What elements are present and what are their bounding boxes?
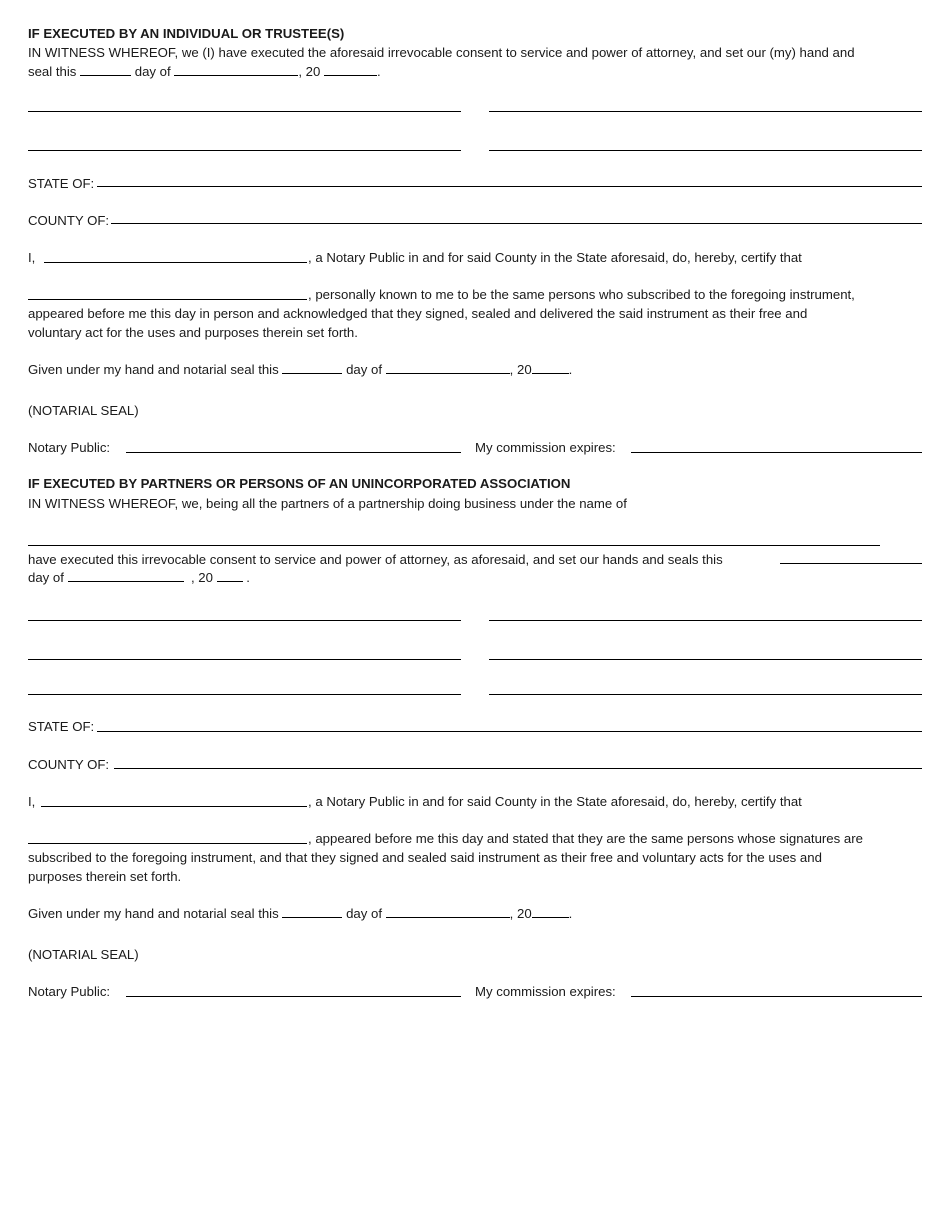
- partner-signature-line-4[interactable]: [489, 659, 922, 660]
- state-field[interactable]: [97, 186, 922, 187]
- partner-signature-line-2[interactable]: [489, 620, 922, 621]
- year-prefix-text: , 20: [298, 64, 321, 79]
- appeared-line2: subscribed to the foregoing instrument, and that they signed and sealed said instrument as their free and voluntary acts for the uses and: [28, 850, 822, 865]
- section2-date-line: [28, 568, 250, 587]
- county-field[interactable]: [111, 223, 922, 224]
- s2-month-blank[interactable]: [68, 569, 184, 582]
- persons-name-field[interactable]: [28, 299, 307, 300]
- s2-day-of-text: day of: [28, 570, 64, 585]
- known-line3: voluntary act for the uses and purposes therein set forth.: [28, 325, 358, 340]
- s2-given-day-of-text: day of: [346, 906, 382, 921]
- notary-i-text: I,: [28, 250, 36, 265]
- section2-witness-line1: IN WITNESS WHEREOF, we, being all the partners of a partnership doing business under the name of: [28, 496, 627, 511]
- notary-certify-text: , a Notary Public in and for said County in the State aforesaid, do, hereby, certify that: [308, 250, 802, 265]
- s2-given-end-period: .: [568, 906, 573, 921]
- witness-day-blank[interactable]: [80, 63, 131, 76]
- given-end-period: .: [568, 362, 573, 377]
- partner-signature-line-1[interactable]: [28, 620, 461, 621]
- s2-year-prefix: , 20: [190, 570, 213, 585]
- given-day-blank[interactable]: [282, 361, 342, 374]
- appeared-line1: , appeared before me this day and stated that they are the same persons whose signatures are: [308, 831, 863, 846]
- executed-line: have executed this irrevocable consent to service and power of attorney, as aforesaid, and set our hands and seals this: [28, 552, 723, 567]
- county-label: COUNTY OF:: [28, 213, 110, 228]
- witness-year-blank[interactable]: [324, 63, 377, 76]
- notary-name-field[interactable]: [44, 262, 307, 263]
- s2-year-blank[interactable]: [217, 569, 243, 582]
- commission-field[interactable]: [631, 452, 922, 453]
- notarial-seal-label: (NOTARIAL SEAL): [28, 403, 139, 418]
- commission-label: My commission expires:: [475, 440, 616, 455]
- witness-month-blank[interactable]: [174, 63, 298, 76]
- s2-commission-field[interactable]: [631, 996, 922, 997]
- s2-year-end: .: [246, 570, 250, 585]
- given-label: Given under my hand and notarial seal this: [28, 362, 279, 377]
- section1-heading: IF EXECUTED BY AN INDIVIDUAL OR TRUSTEE(S): [28, 26, 345, 41]
- partner-signature-line-6[interactable]: [489, 694, 922, 695]
- given-day-of-text: day of: [346, 362, 382, 377]
- s2-notary-public-label: Notary Public:: [28, 984, 111, 999]
- given-month-blank[interactable]: [386, 361, 510, 374]
- executed-day-field[interactable]: [780, 563, 922, 564]
- section1-witness-line1: IN WITNESS WHEREOF, we (I) have executed the aforesaid irrevocable consent to service and power of attorney, and set our (my) hand and: [28, 45, 855, 60]
- notary-public-label: Notary Public:: [28, 440, 111, 455]
- partnership-name-field[interactable]: [28, 545, 880, 546]
- s2-notarial-seal-label: (NOTARIAL SEAL): [28, 947, 139, 962]
- signature-line-3[interactable]: [28, 150, 461, 151]
- state-label: STATE OF:: [28, 176, 95, 191]
- known-line1: , personally known to me to be the same persons who subscribed to the foregoing instrument,: [308, 287, 855, 302]
- given-line: [28, 360, 572, 379]
- s2-county-label: COUNTY OF:: [28, 757, 110, 772]
- s2-notary-public-field[interactable]: [126, 996, 461, 997]
- s2-given-line: [28, 904, 572, 923]
- s2-notary-certify-text: , a Notary Public in and for said County in the State aforesaid, do, hereby, certify that: [308, 794, 802, 809]
- section2-heading: IF EXECUTED BY PARTNERS OR PERSONS OF AN UNINCORPORATED ASSOCIATION: [28, 476, 571, 491]
- signature-line-2[interactable]: [489, 111, 922, 112]
- seal-this-text: seal this: [28, 64, 77, 79]
- s2-county-field[interactable]: [114, 768, 922, 769]
- day-of-text: day of: [134, 64, 171, 79]
- signature-line-1[interactable]: [28, 111, 461, 112]
- witness-end-period: .: [377, 64, 381, 79]
- s2-given-day-blank[interactable]: [282, 905, 342, 918]
- s2-state-label: STATE OF:: [28, 719, 95, 734]
- partner-signature-line-5[interactable]: [28, 694, 461, 695]
- notary-public-field[interactable]: [126, 452, 461, 453]
- s2-persons-name-field[interactable]: [28, 843, 307, 844]
- s2-given-year-prefix: , 20: [509, 906, 532, 921]
- given-year-blank[interactable]: [532, 361, 569, 374]
- appeared-line3: purposes therein set forth.: [28, 869, 182, 884]
- s2-given-month-blank[interactable]: [386, 905, 510, 918]
- s2-notary-i-text: I,: [28, 794, 36, 809]
- given-year-prefix: , 20: [509, 362, 532, 377]
- s2-state-field[interactable]: [97, 731, 922, 732]
- s2-given-label: Given under my hand and notarial seal this: [28, 906, 279, 921]
- signature-line-4[interactable]: [489, 150, 922, 151]
- s2-notary-name-field[interactable]: [41, 806, 307, 807]
- partner-signature-line-3[interactable]: [28, 659, 461, 660]
- known-line2: appeared before me this day in person and acknowledged that they signed, sealed and delivered the said instrument as their free and: [28, 306, 808, 321]
- s2-commission-label: My commission expires:: [475, 984, 616, 999]
- section1-witness-line2: [28, 62, 381, 81]
- s2-given-year-blank[interactable]: [532, 905, 569, 918]
